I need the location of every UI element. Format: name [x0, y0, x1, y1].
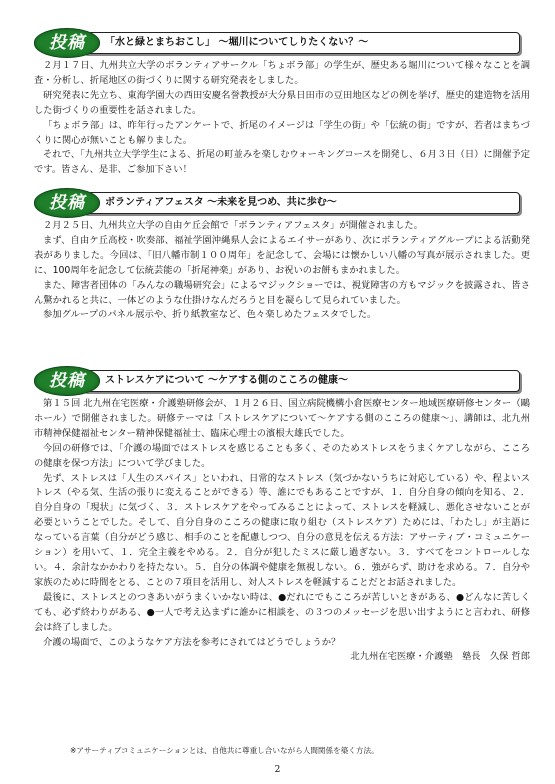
paragraph: まず、自由ケ丘高校・吹奏部、福祉学園沖縄県人会によるエイサーがあり、次にボランティアグループによる活動発表がありました。今回は、「旧八幡市制１００周年」を記念して、会場には懐かしい八幡の写真が展示されました。更に、100周年を記念して伝統芸能の「折尾神楽」があり、お祝いのお餅もまかれました。: [34, 234, 530, 276]
article-title: ボランティアフェスタ 〜未来を見つめ、共に歩む〜: [82, 192, 520, 214]
article-title: 「水と緑とまちおこし」 〜堀川についてしりたくない？〜: [82, 32, 520, 54]
paragraph: 介護の場面で、このようなケア方法を参考にされてはどうでしょうか？: [43, 636, 341, 648]
page-number: 2: [274, 765, 281, 775]
submission-badge: 投稿: [34, 366, 100, 396]
article-volunteer-festa: [34, 190, 530, 323]
paragraph: 先ず、ストレスは「人生のスパイス」といわれ、日常的なストレス（気づかないうちに対応している）や、程よいストレス（やる気、生活の張りに変えることができる）等、誰にでもあることですが、１．自分自身の傾向を知る、２．自分自身の「現状」に気づく、３．ストレスケアをやってみることによって、ストレスを軽減し、悪化させないことが必要ということでした。そして、自分自身のこころの健康に取り組む（ストレスケア）ためには、「わたし」が主語になっている言葉（自分がどう感じ、相手のことを配慮しつつ、自分の意見を伝える方法：アサーティブ・コミュニケーション）を用いて、１．完全主義をやめる。２．自分が犯したミスに厳し過ぎない。３．すべてをコントロールしない。４．余計なかかわりを持たない。５．自分の体調や健康を無視しない。６．強がらず、助けを求める。７．自分や家族のために時間をとる、ことの７項目を活用し、対人ストレスを軽減することだとお話されました。: [34, 472, 530, 588]
paragraph: ２月１７日、九州共立大学のボランティアサークル「ちょボラ部」の学生が、歴史ある堀川について様々なことを調査・分析し、折尾地区の街づくりに関する研究発表をしました。: [34, 60, 530, 86]
paragraph: 今回の研修では、「介護の場面ではストレスを感じることも多く、そのためストレスをうまくケアしながら、こころの健康を保つ方法」について学びました。: [34, 442, 530, 469]
article-horikawa: [34, 30, 530, 178]
article-header: [34, 30, 530, 56]
paragraph: 参加グループのパネル展示や、折り紙教室など、色々楽しめたフェスタでした。: [43, 309, 377, 321]
signature: 北九州在宅医療・介護塾 塾長 久保 哲郎: [350, 651, 530, 663]
article-body: [34, 59, 530, 178]
article-header: [34, 368, 530, 394]
paragraph: それで、「九州共立大学学生による、折尾の町並みを楽しむウォーキングコースを開発し、６月３日（日）に開催予定です。皆さん、是非、ご参加下さい！: [34, 149, 530, 176]
paragraph: 「ちょボラ部」は、昨年行ったアンケートで、折尾のイメージは「学生の街」や「伝統の街」ですが、若者はまちづくりに関心が無いことも解りました。: [34, 119, 530, 146]
article-body: [34, 219, 530, 323]
paragraph: 第１５回 北九州在宅医療・介護塾研修会が、１月２６日、国立病院機構小倉医療センター地域医療研修センター（鷗ホール）で開催されました。研修テーマは「ストレスケアについて〜ケアする側のこころの健康〜」、講師は、北九州市精神保健福祉センター精神保健福祉士、臨床心理士の濱根大雄氏でした。: [34, 398, 530, 439]
article-title: ストレスケアについて 〜ケアする側のこころの健康〜: [82, 370, 520, 392]
submission-badge: 投稿: [34, 188, 100, 218]
article-body: [34, 397, 530, 665]
paragraph: ２月２５日、九州共立大学の自由ケ丘会館で「ボランティアフェスタ」が開催されました。: [43, 220, 423, 231]
article-header: [34, 190, 530, 216]
paragraph: 研究発表に先立ち、東海学園大の西田安慶名誉教授が大分県日田市の豆田地区などの例を挙げ、歴史的建造物を活用した街づくりの重要性を話されました。: [34, 89, 530, 116]
article-stress-care: [34, 368, 530, 665]
submission-badge: 投稿: [34, 28, 100, 58]
paragraph: 最後に、ストレスとのつきあいがうまくいかない時は、●だれにでもこころが苦しいときがある、●どんなに苦しくても、必ず終わりがある、●一人で考え込まずに誰かに相談を、の３つのメッセージを思い出すようにと言われ、研修会は終了しました。: [34, 591, 530, 633]
paragraph: また、障害者団体の「みんなの職場研究会」によるマジックショーでは、視覚障害の方もマジックを披露され、皆さん驚かれると共に、一体どのような仕掛けなんだろうと目を凝らして見られていました。: [34, 279, 530, 306]
footnote: ※アサーティブコミュニケーションとは、自他共に尊重し合いながら人間関係を築く方法。: [70, 746, 379, 755]
